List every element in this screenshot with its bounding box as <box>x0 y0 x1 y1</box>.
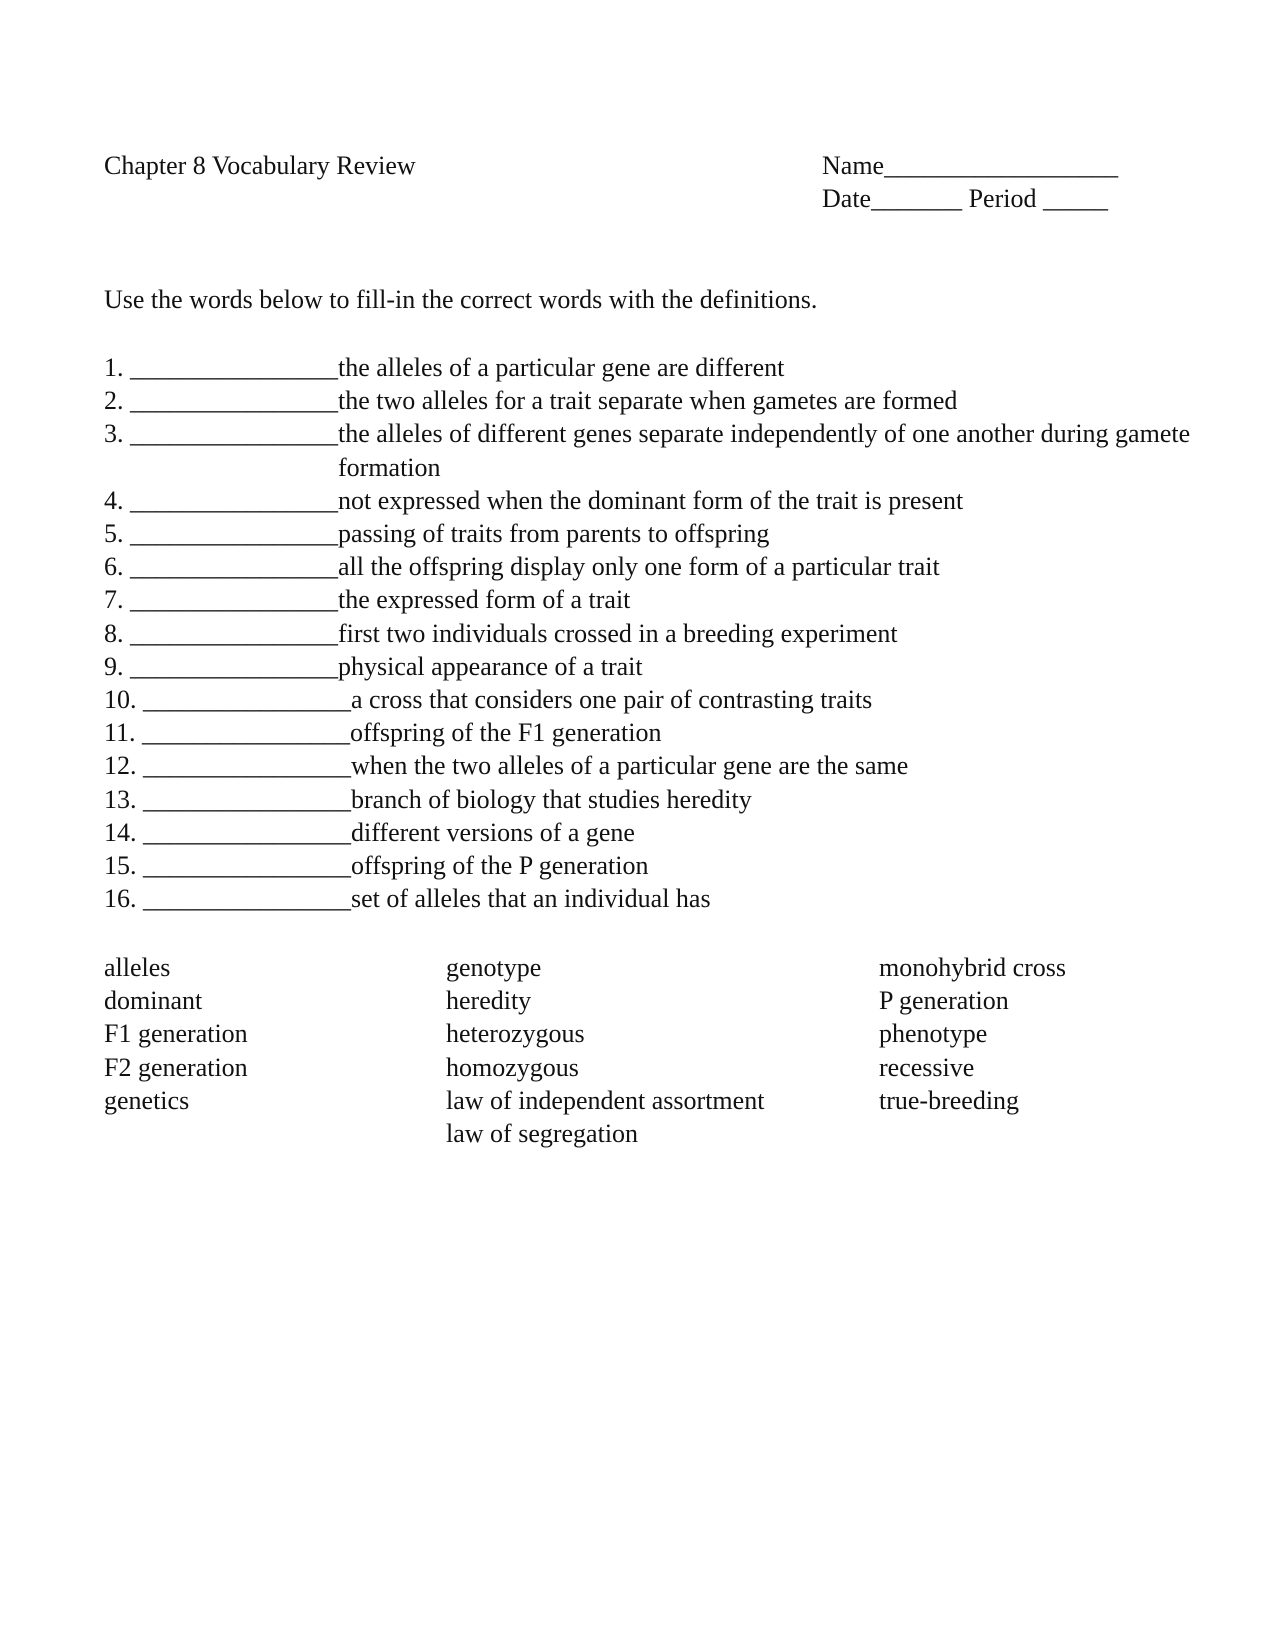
definition: the expressed form of a trait <box>338 585 631 615</box>
answer-blank[interactable]: 12. ________________ <box>104 751 351 781</box>
answer-blank[interactable]: 11. ________________ <box>104 718 351 748</box>
question-item <box>104 517 1214 550</box>
answer-blank[interactable]: 16. ________________ <box>104 884 351 914</box>
word-bank-term: genetics <box>104 1085 190 1115</box>
date-period-field[interactable]: Date_______ Period _____ <box>822 184 1108 213</box>
question-item <box>104 783 1214 816</box>
definition: the alleles of a particular gene are different <box>338 353 785 382</box>
definition: all the offspring display only one form of a particular trait <box>338 552 940 582</box>
word-bank-term: phenotype <box>879 1019 988 1049</box>
definition: first two individuals crossed in a breeding experiment <box>338 618 898 648</box>
word-bank <box>104 951 1214 1151</box>
answer-blank[interactable]: 5. ________________ <box>104 519 338 549</box>
answer-blank[interactable]: 14. ________________ <box>104 817 351 847</box>
definition: offspring of the F1 generation <box>350 718 662 748</box>
definition: physical appearance of a trait <box>338 651 643 681</box>
page-title: Chapter 8 Vocabulary Review <box>104 151 416 180</box>
word-bank-term: F2 generation <box>104 1052 248 1082</box>
question-item <box>104 650 1214 683</box>
word-bank-term: dominant <box>104 986 203 1016</box>
word-bank-column <box>104 951 248 1117</box>
answer-blank[interactable]: 9. ________________ <box>104 651 338 681</box>
question-item <box>104 749 1214 782</box>
word-bank-term: true-breeding <box>879 1085 1020 1115</box>
question-item <box>104 550 1214 583</box>
answer-blank[interactable]: 10. ________________ <box>104 685 351 715</box>
answer-blank[interactable]: 2. ________________ <box>104 386 338 416</box>
word-bank-column <box>446 951 764 1150</box>
word-bank-term: recessive <box>879 1052 975 1082</box>
question-item <box>104 617 1214 650</box>
definition: the alleles of different genes separate independently of one another during gamete formation <box>338 419 1191 482</box>
word-bank-term: monohybrid cross <box>879 953 1067 982</box>
question-item <box>104 716 1214 749</box>
word-bank-term: law of segregation <box>446 1119 639 1149</box>
word-bank-term: heterozygous <box>446 1019 585 1049</box>
student-info-block <box>822 150 1118 216</box>
word-bank-term: law of independent assortment <box>446 1085 765 1115</box>
answer-blank[interactable]: 6. ________________ <box>104 552 338 582</box>
question-item <box>104 816 1214 849</box>
answer-blank[interactable]: 15. ________________ <box>104 851 351 881</box>
word-bank-term: genotype <box>446 953 542 982</box>
question-item <box>104 849 1214 882</box>
question-item <box>104 882 1214 915</box>
word-bank-term: alleles <box>104 953 171 982</box>
definition: offspring of the P generation <box>351 851 649 881</box>
question-item <box>104 583 1214 616</box>
definition: the two alleles for a trait separate when gametes are formed <box>338 386 958 416</box>
word-bank-term: homozygous <box>446 1052 579 1082</box>
question-item <box>104 417 1214 483</box>
answer-blank[interactable]: 13. ________________ <box>104 784 351 814</box>
definition: set of alleles that an individual has <box>351 884 711 914</box>
answer-blank[interactable]: 7. ________________ <box>104 585 338 615</box>
definition: when the two alleles of a particular gene are the same <box>351 751 909 781</box>
answer-blank[interactable]: 4. ________________ <box>104 485 338 515</box>
word-bank-term: F1 generation <box>104 1019 248 1049</box>
question-item <box>104 351 1214 384</box>
definition: different versions of a gene <box>351 817 635 847</box>
answer-blank[interactable]: 8. ________________ <box>104 618 338 648</box>
question-item <box>104 683 1214 716</box>
question-item <box>104 484 1214 517</box>
definition: passing of traits from parents to offspring <box>338 519 770 549</box>
question-item <box>104 384 1214 417</box>
name-field[interactable]: Name__________________ <box>822 151 1119 180</box>
word-bank-term: heredity <box>446 986 532 1016</box>
question-list <box>104 351 1214 915</box>
instructions: Use the words below to fill-in the correct words with the definitions. <box>104 285 818 314</box>
definition: branch of biology that studies heredity <box>351 784 752 814</box>
definition: a cross that considers one pair of contrasting traits <box>351 685 873 715</box>
answer-blank[interactable]: 1. ________________ <box>104 353 338 382</box>
word-bank-term: P generation <box>879 986 1009 1016</box>
answer-blank[interactable]: 3. ________________ <box>104 419 338 449</box>
definition: not expressed when the dominant form of the trait is present <box>338 485 964 515</box>
word-bank-column <box>879 951 1066 1117</box>
